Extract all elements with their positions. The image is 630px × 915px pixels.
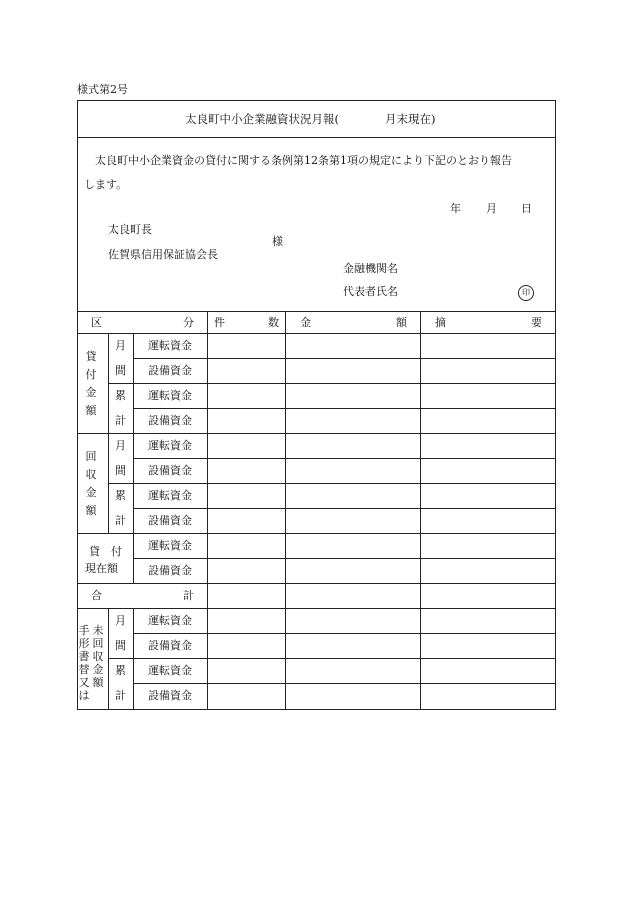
form-title: 太良町中小企業融資状況月報( 月末現在) [185,112,436,126]
addressee-guarantee-association: 佐賀県信用保証協会長 [108,248,218,261]
cumulative-label: 計 [115,414,126,427]
date-month: 月 [486,202,497,215]
recovery-amount-char: 回 [85,450,97,463]
header-amount-kin: 金 [300,316,311,329]
unrecovered-char: 額 [92,676,104,689]
fund-type-equipment: 設備資金 [148,364,192,377]
period-label: 間 [115,639,126,652]
column-line [207,311,208,710]
cumulative-label: 累 [115,664,126,677]
group-line [77,533,556,534]
header-count-suu: 数 [268,316,279,329]
loan-amount-char: 額 [85,404,97,417]
fund-type-operating: 運転資金 [148,489,192,502]
column-line [108,333,109,533]
period-label: 月 [115,339,126,352]
fund-type-equipment: 設備資金 [148,464,192,477]
fund-type-equipment: 設備資金 [148,514,192,527]
row-line [133,508,556,509]
column-line [133,333,134,583]
group-line [77,583,556,584]
total-label: 計 [183,589,194,602]
loan-amount-char: 金 [85,386,97,399]
row-line [108,483,556,484]
recovery-amount-char: 金 [85,486,97,499]
total-label: 合 [91,589,102,602]
unrecovered-char: 形 [78,637,90,650]
row-line [133,408,556,409]
honorific: 様 [272,235,283,248]
cumulative-label: 累 [115,489,126,502]
form-number: 様式第2号 [77,83,128,96]
unrecovered-char: 又 [78,676,90,689]
fund-type-operating: 運転資金 [148,339,192,352]
divider [77,137,556,138]
period-label: 間 [115,364,126,377]
row-line [133,458,556,459]
loan-amount-char: 付 [85,368,97,381]
representative-name-label: 代表者氏名 [343,285,398,298]
unrecovered-char: 金 [92,663,104,676]
intro-text-line2: します。 [84,178,128,191]
outstanding-balance-label: 現在額 [85,562,118,575]
intro-text-line1: 太良町中小企業資金の貸付に関する条例第12条第1項の規定により下記のとおり報告 [95,154,512,167]
period-label: 間 [115,464,126,477]
header-category-ku: 区 [91,316,102,329]
column-line [108,608,109,710]
outstanding-balance-label: 貸 付 [89,545,122,558]
recovery-amount-char: 収 [85,468,97,481]
column-line [420,311,421,710]
fund-type-equipment: 設備資金 [148,414,192,427]
fund-type-operating: 運転資金 [148,614,192,627]
header-remarks-you: 要 [531,316,542,329]
unrecovered-char: 未 [92,624,104,637]
column-line [133,608,134,710]
cumulative-label: 計 [115,514,126,527]
row-line [108,658,556,659]
header-amount-gaku: 額 [396,316,407,329]
fund-type-operating: 運転資金 [148,439,192,452]
group-line [77,608,556,609]
fund-type-equipment: 設備資金 [148,689,192,702]
fund-type-operating: 運転資金 [148,664,192,677]
institution-name-label: 金融機関名 [343,262,398,275]
header-bottom-border [77,333,556,334]
row-line [133,683,556,684]
unrecovered-char: 替 [78,663,90,676]
unrecovered-char: 手 [78,624,90,637]
unrecovered-char: は [78,689,90,702]
date-year: 年 [450,202,461,215]
fund-type-operating: 運転資金 [148,389,192,402]
unrecovered-char: 収 [92,650,104,663]
fund-type-equipment: 設備資金 [148,564,192,577]
date-day: 日 [521,202,532,215]
group-line [77,433,556,434]
table-top-border [77,311,556,312]
row-line [108,383,556,384]
header-remarks-teki: 摘 [435,316,446,329]
header-category-bun: 分 [183,316,194,329]
cumulative-label: 計 [115,689,126,702]
row-line [133,358,556,359]
addressee-mayor: 太良町長 [108,223,152,236]
fund-type-operating: 運転資金 [148,539,192,552]
header-count-ken: 件 [214,316,225,329]
row-line [133,633,556,634]
seal-mark: 印 [518,285,534,301]
period-label: 月 [115,439,126,452]
unrecovered-char: 書 [78,650,90,663]
column-line [285,311,286,710]
fund-type-equipment: 設備資金 [148,639,192,652]
period-label: 月 [115,614,126,627]
row-line [133,558,556,559]
recovery-amount-char: 額 [85,504,97,517]
loan-amount-char: 貸 [85,350,97,363]
cumulative-label: 累 [115,389,126,402]
unrecovered-char: 回 [92,637,104,650]
